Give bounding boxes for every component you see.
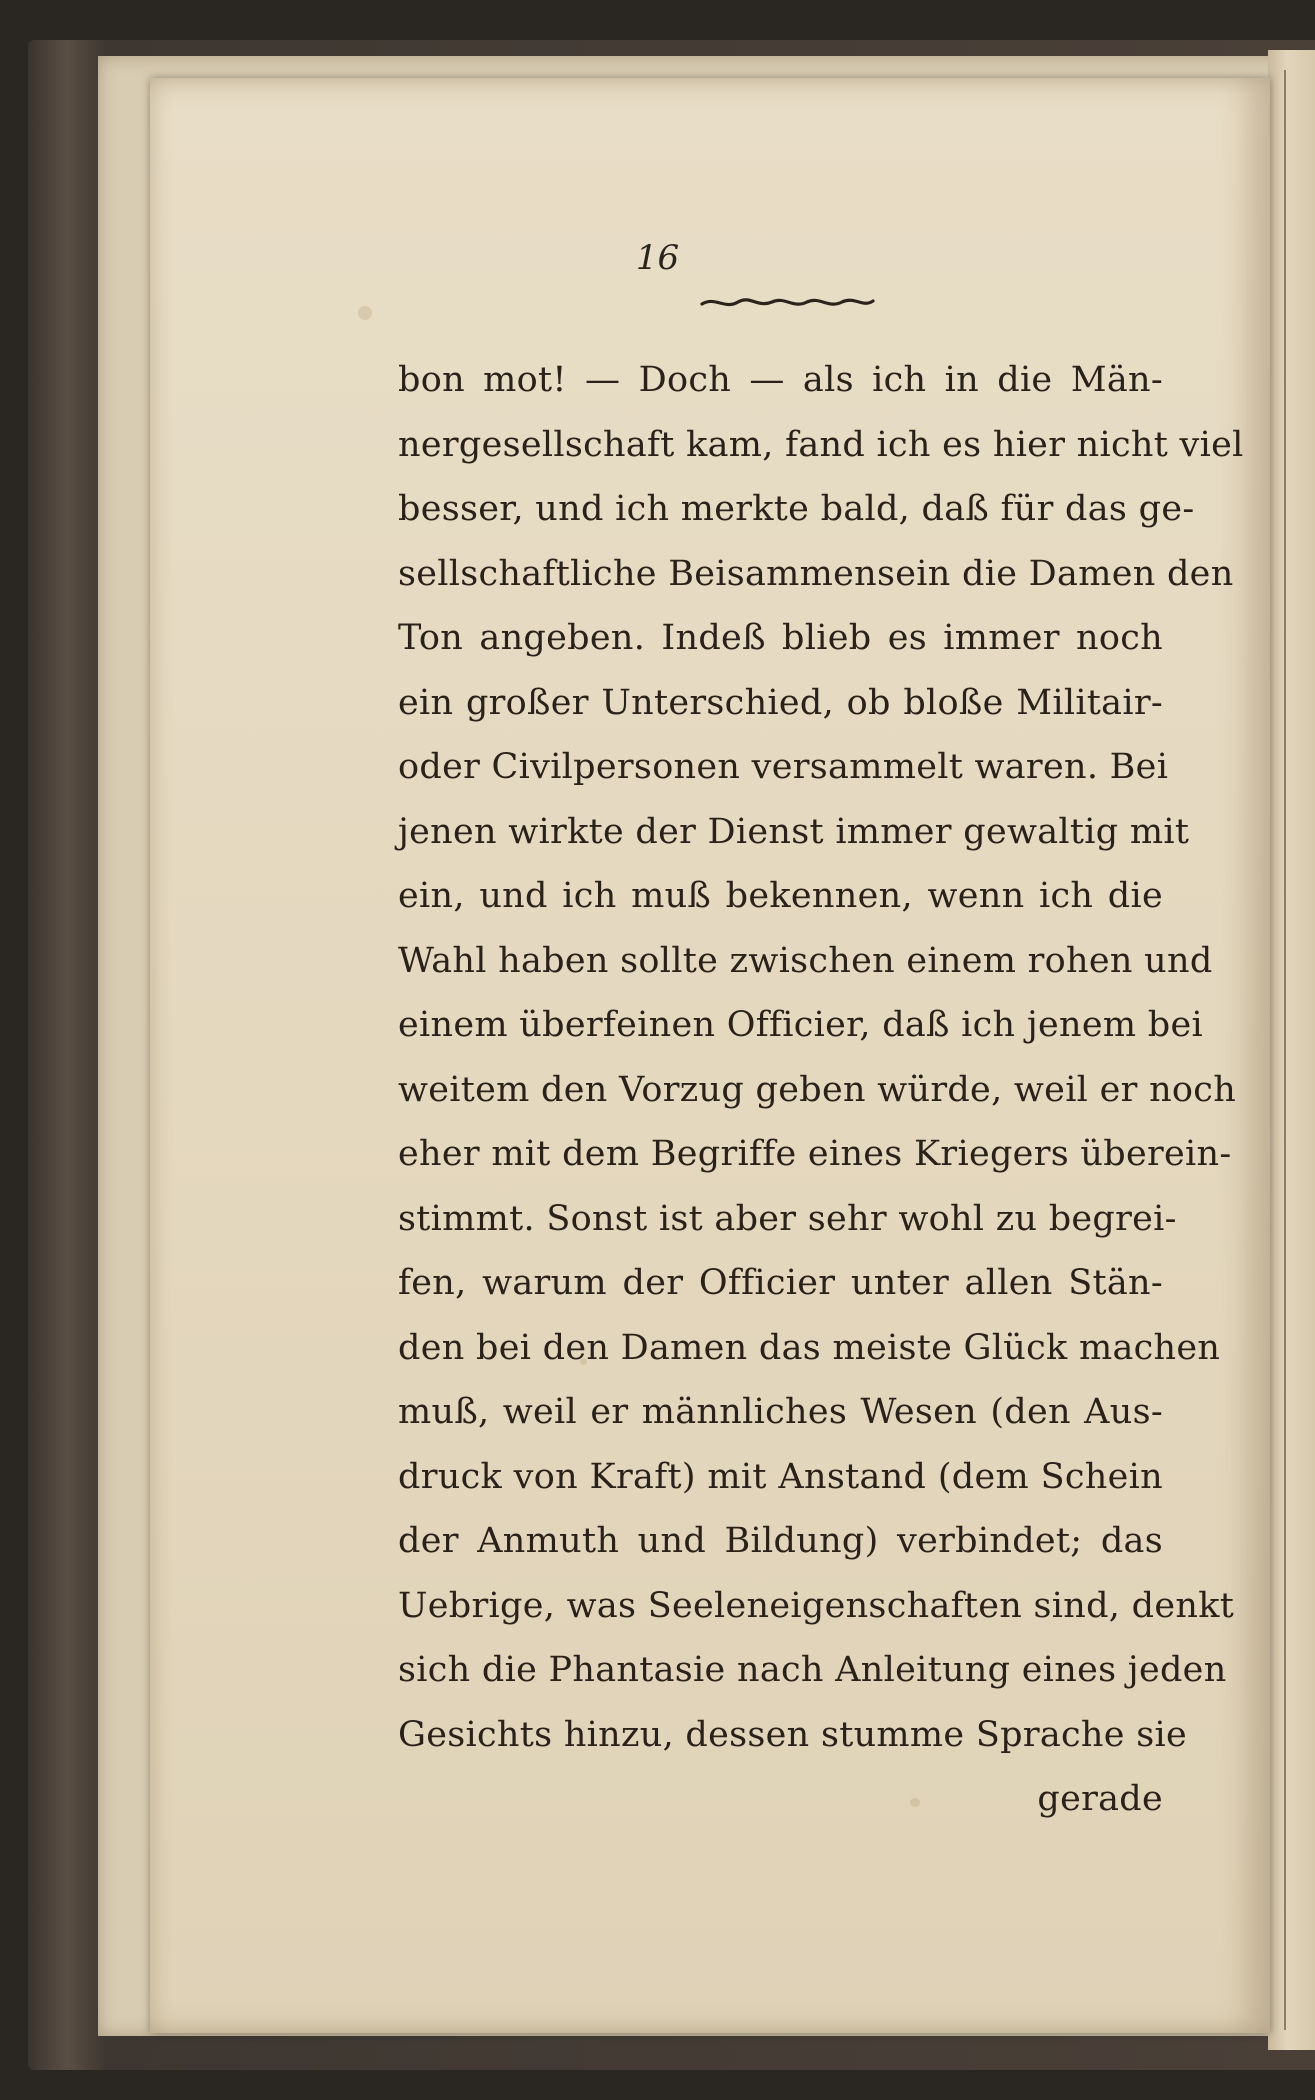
text-line: muß, weil er männliches Wesen (den Aus- [398,1392,1163,1432]
text-line: sellschaftliche Beisammensein die Damen den [398,553,1234,594]
text-line: bon mot! — Doch — als ich in die Män- [398,360,1163,400]
text-line: eher mit dem Begriffe eines Kriegers überein- [398,1134,1232,1174]
text-line: ein, und ich muß bekennen, wenn ich die [398,876,1163,916]
foxing-spot [358,306,372,320]
text-line: druck von Kraft) mit Anstand (dem Schein [398,1456,1163,1497]
text-line: einem überfeinen Officier, daß ich jenem bei [398,1005,1203,1045]
text-line: den bei den Damen das meiste Glück machen [398,1327,1221,1368]
facing-page-gutter [1268,50,1315,2050]
text-line: ein großer Unterschied, ob bloße Militair- [398,682,1163,723]
text-line: nergesellschaft kam, fand ich es hier nicht viel [398,424,1244,465]
text-line: weitem den Vorzug geben würde, weil er noch [398,1069,1237,1110]
text-line: fen, warum der Officier unter allen Stän- [398,1263,1163,1303]
text-line: Gesichts hinzu, dessen stumme Sprache sie [398,1714,1187,1755]
text-line: besser, und ich merkte bald, daß für das ge- [398,489,1195,529]
catchword: gerade [1037,1779,1163,1819]
gutter-fold-line [1284,70,1286,2030]
text-line: oder Civilpersonen versammelt waren. Bei [398,747,1169,787]
text-line: stimmt. Sonst ist aber sehr wohl zu begrei- [398,1198,1177,1239]
text-line: sich die Phantasie nach Anleitung eines jeden [398,1650,1227,1690]
text-line: jenen wirkte der Dienst immer gewaltig mit [398,811,1190,852]
text-line: der Anmuth und Bildung) verbindet; das [398,1521,1163,1561]
page-number: 16 [635,238,680,278]
wavy-rule-ornament-icon [700,292,875,314]
text-line: Uebrige, was Seeleneigenschaften sind, denkt [398,1585,1235,1626]
text-line: Wahl haben sollte zwischen einem rohen und [398,940,1213,981]
text-line: Ton angeben. Indeß blieb es immer noch [398,618,1163,658]
body-text [398,348,1244,1832]
